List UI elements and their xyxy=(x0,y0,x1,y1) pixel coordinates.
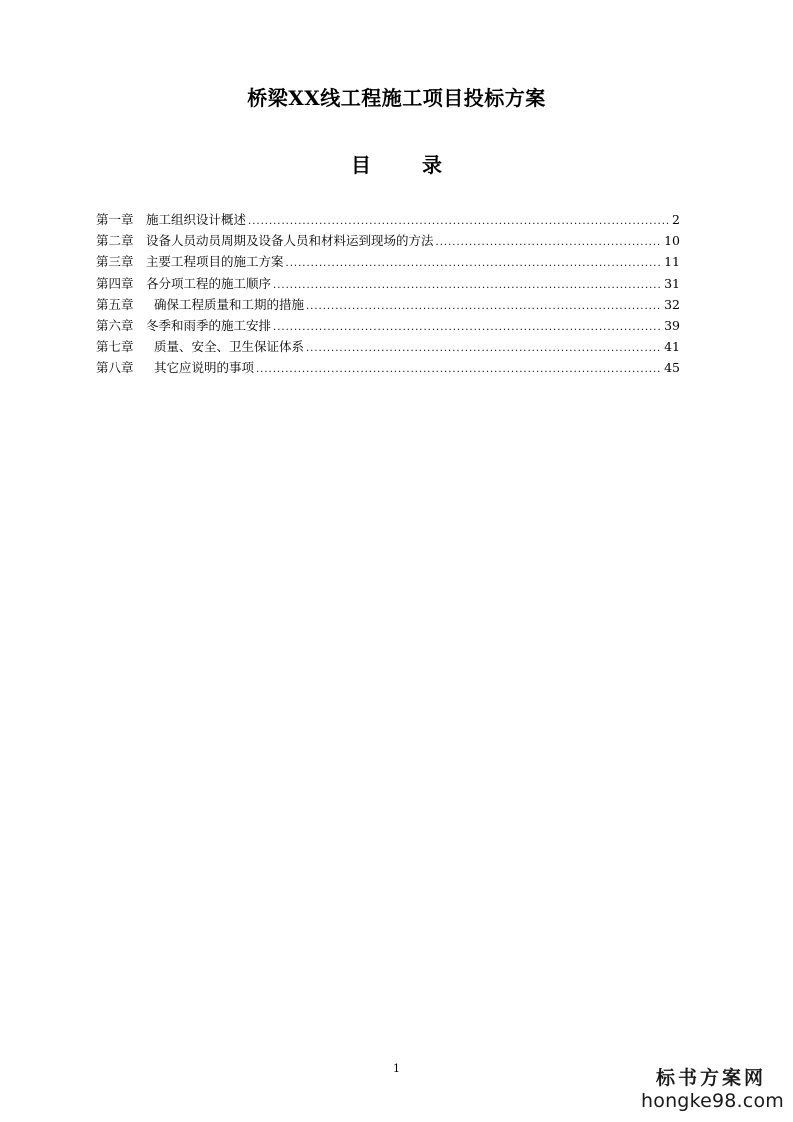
toc-entry[interactable] xyxy=(96,294,680,315)
toc-chapter-number: 第二章 xyxy=(96,233,134,249)
toc-dot-leader xyxy=(256,359,662,380)
watermark-logo xyxy=(641,1066,784,1116)
toc-page-number: 39 xyxy=(664,317,680,333)
toc-chapter-number: 第三章 xyxy=(96,254,134,270)
toc-chapter-title: 各分项工程的施工顺序 xyxy=(146,275,272,291)
toc-page-number: 31 xyxy=(664,275,680,291)
toc-chapter-number: 第六章 xyxy=(96,317,134,333)
table-of-contents xyxy=(96,209,680,379)
toc-entry[interactable] xyxy=(96,230,680,251)
toc-chapter-title: 质量、安全、卫生保证体系 xyxy=(146,339,304,355)
toc-dot-leader xyxy=(273,317,662,338)
toc-entry[interactable] xyxy=(96,251,680,272)
toc-dot-leader xyxy=(273,275,662,296)
toc-chapter-title: 其它应说明的事项 xyxy=(146,360,254,376)
toc-page-number: 32 xyxy=(664,296,680,312)
toc-chapter-title: 主要工程项目的施工方案 xyxy=(146,254,284,270)
toc-page-number: 10 xyxy=(664,233,680,249)
toc-chapter-title: 确保工程质量和工期的措施 xyxy=(146,296,304,312)
toc-chapter-number: 第一章 xyxy=(96,212,134,227)
document-title: 桥梁XX线工程施工项目投标方案 xyxy=(247,86,546,110)
page-number: 1 xyxy=(393,1062,400,1075)
toc-dot-leader xyxy=(286,253,663,274)
toc-page-number: 45 xyxy=(664,360,680,376)
toc-chapter-number: 第七章 xyxy=(96,339,134,355)
toc-chapter-number: 第四章 xyxy=(96,275,134,291)
toc-chapter-title: 施工组织设计概述 xyxy=(146,212,247,227)
watermark-site-url: hongke98.com xyxy=(641,1090,784,1112)
toc-page-number: 41 xyxy=(664,339,680,355)
watermark-site-name: 标书方案网 xyxy=(655,1067,766,1089)
toc-chapter-title: 冬季和雨季的施工安排 xyxy=(146,317,272,333)
toc-entry[interactable] xyxy=(96,336,680,357)
toc-dot-leader xyxy=(436,232,663,253)
toc-chapter-number: 第五章 xyxy=(96,296,134,312)
toc-chapter-title: 设备人员动员周期及设备人员和材料运到现场的方法 xyxy=(146,233,434,249)
toc-entry[interactable] xyxy=(96,209,680,230)
toc-page-number: 2 xyxy=(672,212,680,227)
toc-heading: 目 录 xyxy=(351,153,464,177)
toc-entry[interactable] xyxy=(96,273,680,294)
toc-dot-leader xyxy=(306,296,662,317)
toc-chapter-number: 第八章 xyxy=(96,360,134,376)
toc-dot-leader xyxy=(306,338,662,359)
toc-entry[interactable] xyxy=(96,315,680,336)
toc-entry[interactable] xyxy=(96,357,680,378)
toc-page-number: 11 xyxy=(664,254,680,270)
toc-dot-leader xyxy=(248,211,670,232)
